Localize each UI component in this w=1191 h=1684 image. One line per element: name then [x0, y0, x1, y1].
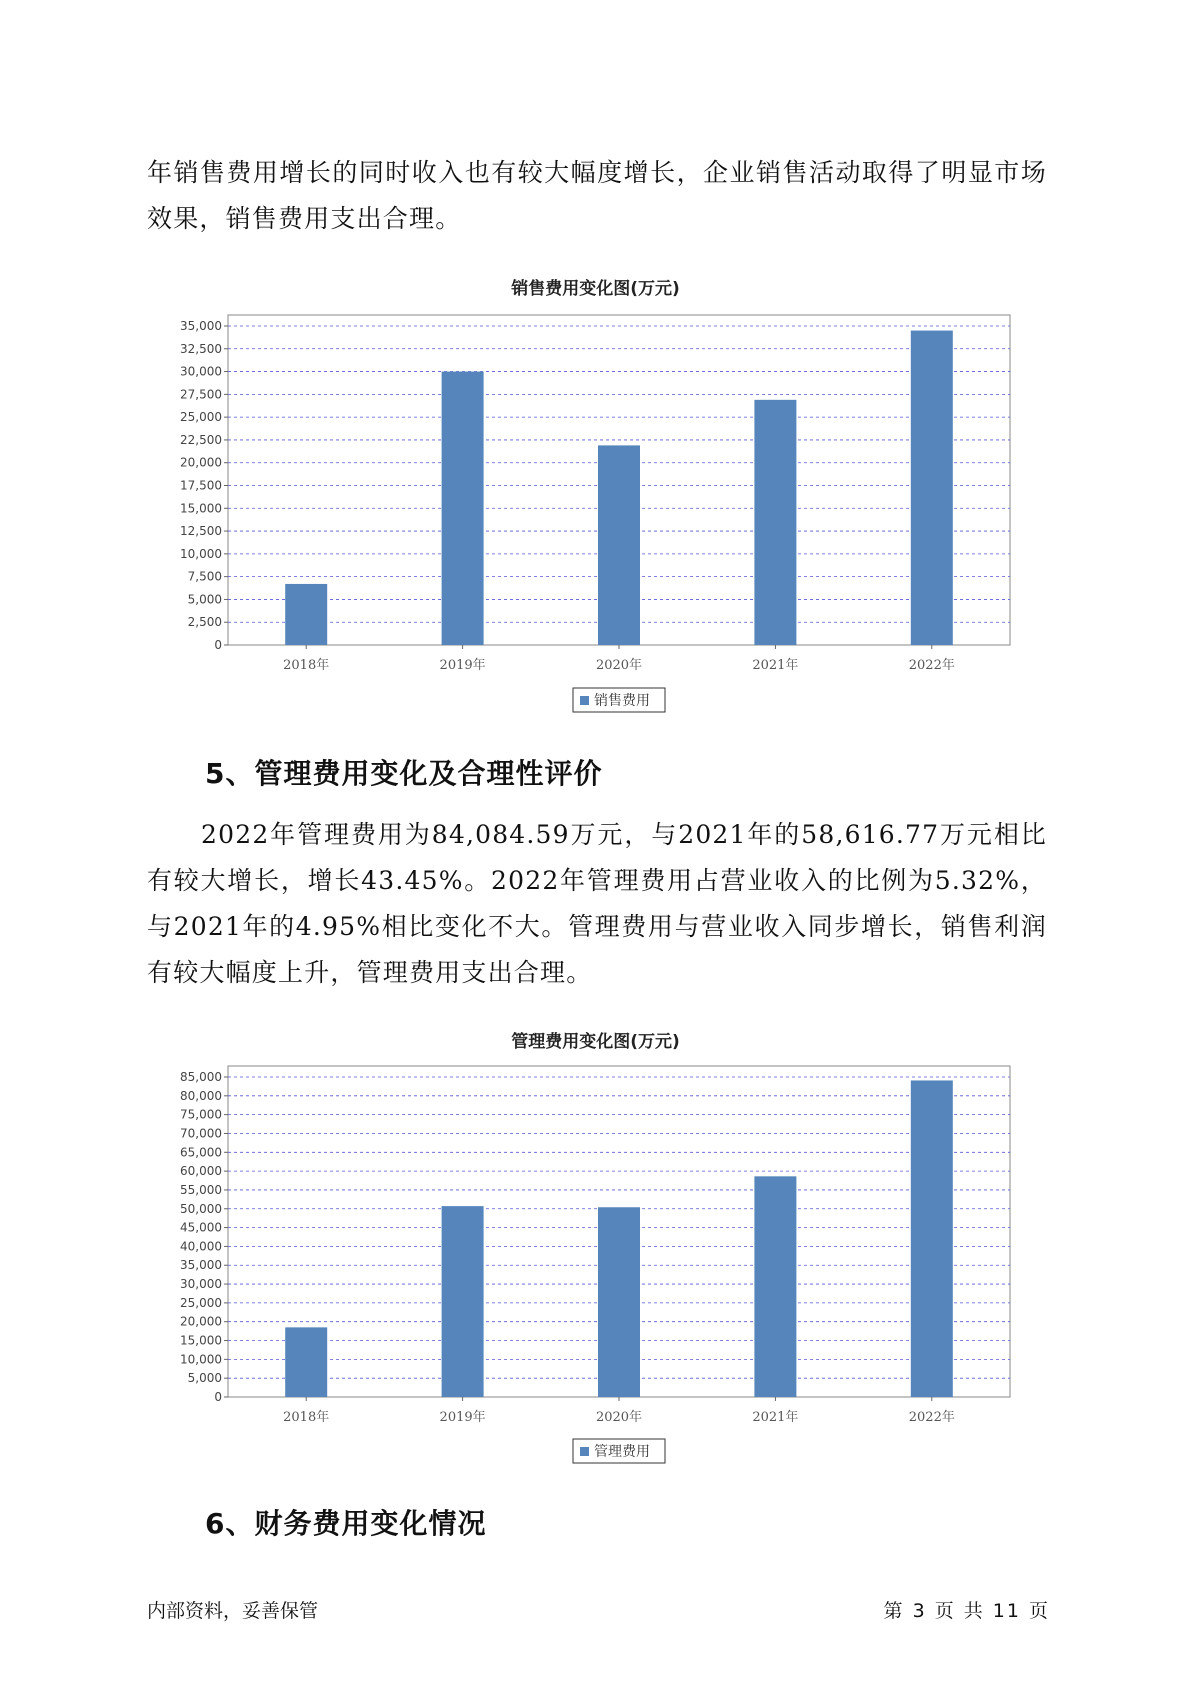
bar: [442, 1206, 484, 1397]
x-tick-label: 2021年: [752, 1410, 799, 1425]
bar: [598, 1207, 640, 1397]
x-tick-label: 2022年: [908, 1410, 955, 1425]
y-tick-label: 70,000: [180, 1126, 222, 1141]
y-tick-label: 55,000: [180, 1182, 222, 1197]
y-tick-label: 40,000: [180, 1239, 222, 1254]
y-tick-label: 35,000: [180, 319, 222, 333]
x-tick-label: 2022年: [908, 658, 955, 673]
bar: [911, 1080, 953, 1397]
y-tick-label: 0: [214, 638, 222, 652]
y-tick-label: 10,000: [180, 1352, 222, 1367]
y-tick-label: 50,000: [180, 1201, 222, 1216]
y-tick-label: 75,000: [180, 1107, 222, 1122]
y-tick-label: 7,500: [187, 569, 222, 584]
y-tick-label: 30,000: [180, 364, 222, 379]
bar: [754, 1176, 796, 1397]
y-tick-label: 2,500: [187, 615, 222, 630]
footer-page-number: 第 3 页 共 11 页: [883, 1600, 1050, 1622]
y-tick-label: 17,500: [180, 478, 222, 493]
paragraph-sales-conclusion: 年销售费用增长的同时收入也有较大幅度增长，企业销售活动取得了明显市场效果，销售费用支出合理。: [147, 158, 1047, 233]
x-tick-label: 2018年: [283, 1410, 330, 1425]
y-tick-label: 60,000: [180, 1164, 222, 1179]
x-tick-label: 2021年: [752, 658, 799, 673]
legend-label: 销售费用: [594, 693, 650, 709]
section-heading-5: 5、管理费用变化及合理性评价: [205, 757, 603, 790]
y-tick-label: 12,500: [180, 524, 222, 539]
x-tick-label: 2019年: [439, 1410, 486, 1425]
y-tick-label: 45,000: [180, 1220, 222, 1235]
y-tick-label: 10,000: [180, 546, 222, 561]
y-tick-label: 22,500: [180, 432, 222, 447]
y-tick-label: 25,000: [180, 1295, 222, 1310]
paragraph-admin-expense: 2022年管理费用为84,084.59万元，与2021年的58,616.77万元相比有较大增长，增长43.45%。2022年管理费用占营业收入的比例为5.32%，与2021年的4.95%相比变化不大。管理费用与营业收入同步增长，销售利润有较大幅度上升，管理费用支出合理。: [147, 820, 1047, 987]
legend-swatch: [580, 1447, 589, 1456]
y-tick-label: 65,000: [180, 1145, 222, 1160]
footer-confidential-note: 内部资料，妥善保管: [147, 1600, 319, 1622]
y-tick-label: 27,500: [180, 387, 222, 402]
y-tick-label: 15,000: [180, 501, 222, 516]
section-heading-6: 6、财务费用变化情况: [205, 1507, 487, 1540]
legend-label: 管理费用: [594, 1444, 650, 1460]
y-tick-label: 0: [214, 1390, 222, 1404]
x-tick-label: 2020年: [595, 658, 643, 673]
y-tick-label: 32,500: [180, 341, 222, 356]
y-tick-label: 35,000: [180, 1258, 222, 1273]
y-tick-label: 5,000: [187, 592, 222, 607]
bar: [285, 1327, 327, 1397]
y-tick-label: 20,000: [180, 455, 222, 470]
y-tick-label: 25,000: [180, 410, 222, 425]
y-tick-label: 5,000: [187, 1371, 222, 1386]
y-tick-label: 80,000: [180, 1088, 222, 1103]
y-tick-label: 15,000: [180, 1333, 222, 1348]
chart-title-admin: 管理费用变化图(万元): [511, 1032, 680, 1052]
chart-title-sales: 销售费用变化图(万元): [511, 279, 680, 299]
x-tick-label: 2019年: [439, 658, 486, 673]
x-tick-label: 2018年: [283, 658, 330, 673]
y-tick-label: 20,000: [180, 1314, 222, 1329]
x-tick-label: 2020年: [595, 1410, 643, 1425]
y-tick-label: 30,000: [180, 1277, 222, 1292]
y-tick-label: 85,000: [180, 1070, 222, 1084]
